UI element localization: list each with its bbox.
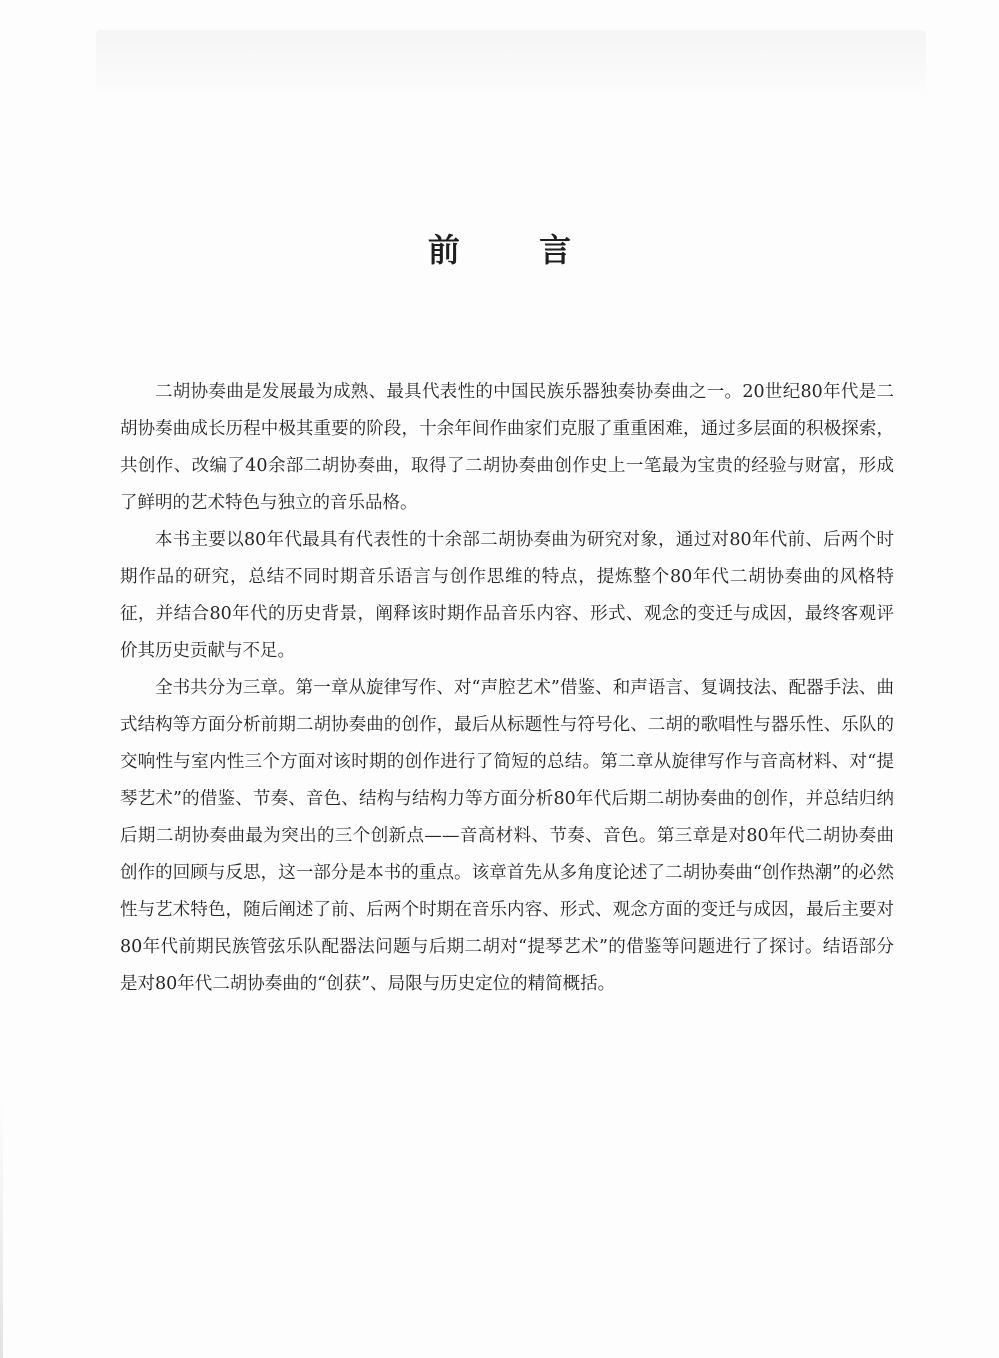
page-header-band <box>96 30 926 94</box>
page-title: 前 言 <box>427 231 606 269</box>
paragraph-1: 二胡协奏曲是发展最为成熟、最具代表性的中国民族乐器独奏协奏曲之一。20世纪80年代是二胡协奏曲成长历程中极其重要的阶段，十余年间作曲家们克服了重重困难，通过多层面的积极探索，共创作、改编了40余部二胡协奏曲，取得了二胡协奏曲创作史上一笔最为宝贵的经验与财富，形成了鲜明的艺术特色与独立的音乐品格。 <box>120 382 894 513</box>
paragraph-2: 本书主要以80年代最具有代表性的十余部二胡协奏曲为研究对象，通过对80年代前、后两个时期作品的研究，总结不同时期音乐语言与创作思维的特点，提炼整个80年代二胡协奏曲的风格特征，并结合80年代的历史背景，阐释该时期作品音乐内容、形式、观念的变迁与成因，最终客观评价其历史贡献与不足。 <box>120 530 894 661</box>
paragraph-3: 全书共分为三章。第一章从旋律写作、对“声腔艺术”借鉴、和声语言、复调技法、配器手法、曲式结构等方面分析前期二胡协奏曲的创作，最后从标题性与符号化、二胡的歌唱性与器乐性、乐队的交响性与室内性三个方面对该时期的创作进行了简短的总结。第二章从旋律写作与音高材料、对“提琴艺术”的借鉴、节奏、音色、结构与结构力等方面分析80年代后期二胡协奏曲的创作，并总结归纳后期二胡协奏曲最为突出的三个创新点——音高材料、节奏、音色。第三章是对80年代二胡协奏曲创作的回顾与反思，这一部分是本书的重点。该章首先从多角度论述了二胡协奏曲“创作热潮”的必然性与艺术特色，随后阐述了前、后两个时期在音乐内容、形式、观念方面的变迁与成因，最后主要对80年代前期民族管弦乐队配器法问题与后期二胡对“提琴艺术”的借鉴等问题进行了探讨。结语部分是对80年代二胡协奏曲的“创获”、局限与历史定位的精简概括。 <box>120 678 894 994</box>
page-edge-shadow <box>0 1100 3 1358</box>
preface-body <box>120 374 894 1003</box>
